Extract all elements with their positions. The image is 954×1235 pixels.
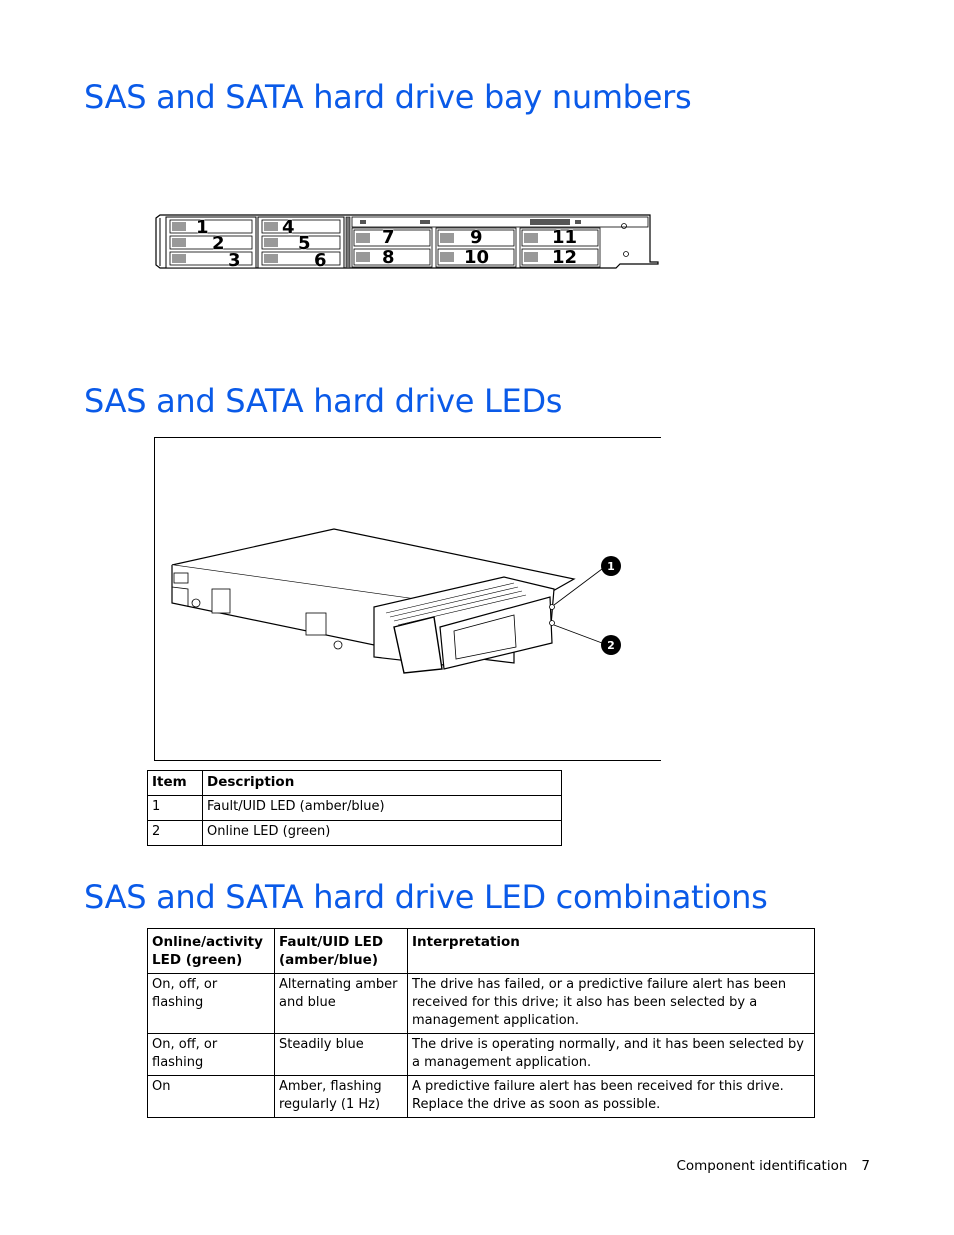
footer-section-name: Component identification bbox=[676, 1158, 848, 1174]
table-cell: The drive is operating normally, and it has been selected by a management application. bbox=[408, 1034, 815, 1076]
table-cell: The drive has failed, or a predictive failure alert has been received for this drive; it also has been selected by a management application. bbox=[408, 974, 815, 1034]
bay-label: 7 bbox=[382, 227, 395, 248]
table-row bbox=[148, 821, 562, 846]
column-header: Fault/UID LED (amber/blue) bbox=[275, 929, 408, 974]
column-header: Description bbox=[203, 771, 562, 796]
table-cell: Steadily blue bbox=[275, 1034, 408, 1076]
bay-label: 8 bbox=[382, 247, 395, 268]
table-cell: Fault/UID LED (amber/blue) bbox=[203, 796, 562, 821]
table-cell: Online LED (green) bbox=[203, 821, 562, 846]
bay-label: 11 bbox=[552, 227, 578, 248]
table-row bbox=[148, 796, 562, 821]
bay-label: 12 bbox=[552, 247, 578, 268]
table-cell: On, off, or flashing bbox=[148, 974, 275, 1034]
table-row bbox=[148, 974, 815, 1034]
table-header-row bbox=[148, 771, 562, 796]
column-header: Interpretation bbox=[408, 929, 815, 974]
callout-label: 1 bbox=[607, 560, 615, 573]
table-cell: On bbox=[148, 1076, 275, 1118]
page-number: 7 bbox=[861, 1158, 870, 1174]
section-title-led-combinations: SAS and SATA hard drive LED combinations bbox=[84, 878, 768, 916]
table-cell: 2 bbox=[148, 821, 203, 846]
table-cell: A predictive failure alert has been received for this drive. Replace the drive as soon as possible. bbox=[408, 1076, 815, 1118]
table-header-row bbox=[148, 929, 815, 974]
table-row bbox=[148, 1034, 815, 1076]
drive-bay-diagram bbox=[150, 208, 662, 274]
table-row bbox=[148, 1076, 815, 1118]
table-cell: Alternating amber and blue bbox=[275, 974, 408, 1034]
section-title-bay-numbers: SAS and SATA hard drive bay numbers bbox=[84, 78, 692, 116]
bay-label: 4 bbox=[282, 217, 295, 238]
bay-label: 10 bbox=[464, 247, 490, 268]
callout-label: 2 bbox=[607, 639, 615, 652]
bay-label: 5 bbox=[298, 233, 311, 254]
led-combinations-table bbox=[147, 928, 815, 1118]
bay-label: 6 bbox=[314, 250, 327, 271]
table-cell: 1 bbox=[148, 796, 203, 821]
hard-drive-led-diagram bbox=[154, 437, 662, 761]
bay-label: 9 bbox=[470, 227, 483, 248]
page-footer bbox=[676, 1158, 870, 1174]
bay-label: 2 bbox=[212, 233, 225, 254]
bay-label: 1 bbox=[196, 217, 209, 238]
led-items-table bbox=[147, 770, 562, 846]
column-header: Item bbox=[148, 771, 203, 796]
bay-label: 3 bbox=[228, 250, 241, 271]
table-cell: On, off, or flashing bbox=[148, 1034, 275, 1076]
column-header: Online/activity LED (green) bbox=[148, 929, 275, 974]
section-title-leds: SAS and SATA hard drive LEDs bbox=[84, 382, 563, 420]
table-cell: Amber, flashing regularly (1 Hz) bbox=[275, 1076, 408, 1118]
